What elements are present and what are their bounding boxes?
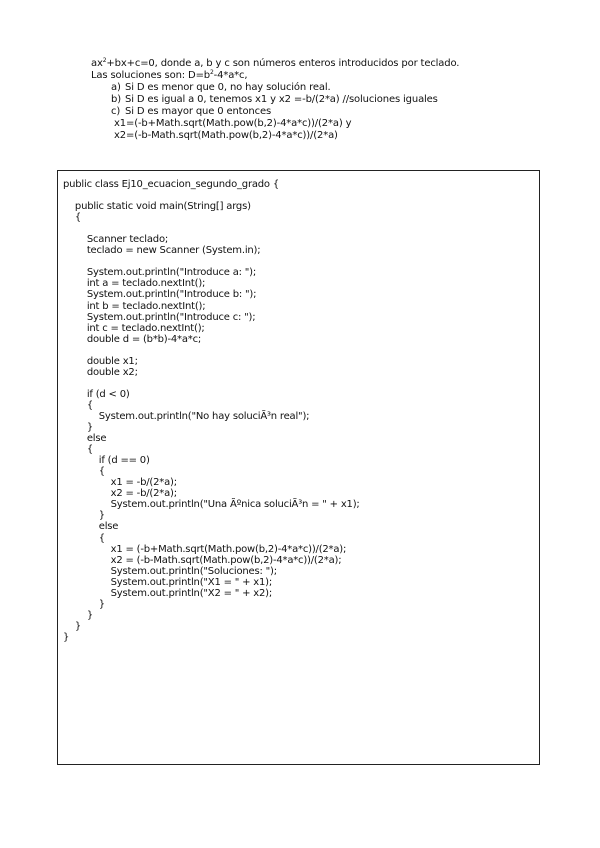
code-line: x1 = (-b+Math.sqrt(Math.pow(b,2)-4*a*c))/(2*a); [63, 543, 347, 555]
problem-statement [91, 58, 571, 142]
code-line [63, 345, 360, 356]
equation-prefix: ax [91, 58, 103, 69]
code-line: { [63, 399, 93, 411]
solutions-text: -4*a*c, [213, 70, 248, 81]
code-line: Scanner teclado; [63, 234, 169, 246]
code-line: { [63, 532, 105, 544]
code-line: } [63, 598, 105, 610]
code-line: } [63, 620, 82, 632]
case-item [91, 106, 571, 118]
case-label: b) [111, 94, 121, 105]
case-item [91, 82, 571, 94]
code-line: x1 = -b/(2*a); [63, 477, 177, 489]
code-line: teclado = new Scanner (System.in); [63, 245, 261, 257]
code-line: } [63, 422, 93, 434]
code-line [63, 256, 360, 267]
code-line: { [63, 466, 105, 478]
code-line: System.out.println("Soluciones: "); [63, 565, 277, 577]
code-line: { [63, 444, 93, 456]
code-line: public static void main(String[] args) [63, 201, 251, 213]
code-line: x2 = -b/(2*a); [63, 488, 177, 500]
code-line: if (d == 0) [63, 455, 150, 467]
code-line: int a = teclado.nextInt(); [63, 278, 206, 290]
code-line: double x1; [63, 355, 138, 367]
code-line: System.out.println("X1 = " + x1); [63, 576, 273, 588]
code-line: double d = (b*b)-4*a*c; [63, 333, 202, 345]
code-line: if (d < 0) [63, 388, 130, 400]
code-line: public class Ej10_ecuacion_segundo_grado { [63, 179, 279, 190]
solutions-exponent: 2 [210, 69, 214, 76]
code-line [63, 223, 360, 234]
x2-formula: x2=(-b-Math.sqrt(Math.pow(b,2)-4*a*c))/(2*a) [114, 130, 338, 141]
x1-formula: x1=(-b+Math.sqrt(Math.pow(b,2)-4*a*c))/(2*a) y [114, 118, 352, 129]
code-line: int c = teclado.nextInt(); [63, 322, 205, 334]
code-line: System.out.println("Introduce b: "); [63, 289, 257, 301]
code-line: else [63, 433, 107, 445]
case-item [91, 94, 571, 106]
code-line: System.out.println("Introduce a: "); [63, 267, 257, 279]
code-line: double x2; [63, 366, 138, 378]
code-line: int b = teclado.nextInt(); [63, 300, 206, 312]
equation-exponent: 2 [102, 57, 107, 64]
solutions-prefix: Las soluciones son: D=b [91, 70, 210, 81]
code-line: System.out.println("Una Ãºnica soluciÃ³n = " + x1); [63, 499, 360, 511]
code-listing [63, 179, 360, 643]
code-line [63, 190, 360, 201]
code-line: System.out.println("X2 = " + x2); [63, 587, 273, 599]
solutions-line [91, 70, 571, 82]
case-label: c) [111, 106, 121, 117]
code-line: { [63, 212, 82, 224]
code-line: else [63, 521, 119, 533]
case-text: Si D es igual a 0, tenemos x1 y x2 =-b/(2*a) //soluciones iguales [125, 94, 438, 105]
code-line: System.out.println("Introduce c: "); [63, 311, 256, 323]
equation-line [91, 58, 571, 70]
case-label: a) [111, 82, 121, 93]
code-line: x2 = (-b-Math.sqrt(Math.pow(b,2)-4*a*c))/(2*a); [63, 554, 342, 566]
code-line [63, 378, 360, 389]
code-line: } [63, 510, 105, 522]
case-text: Si D es mayor que 0 entonces [125, 106, 272, 117]
code-line: } [63, 609, 93, 621]
case-text: Si D es menor que 0, no hay solución real. [125, 82, 331, 93]
equation-text: +bx+c=0, donde a, b y c son números enteros introducidos por teclado. [106, 58, 460, 69]
code-listing-box [57, 170, 540, 765]
code-line: System.out.println("No hay soluciÃ³n real"); [63, 410, 310, 422]
code-line: } [63, 631, 70, 643]
